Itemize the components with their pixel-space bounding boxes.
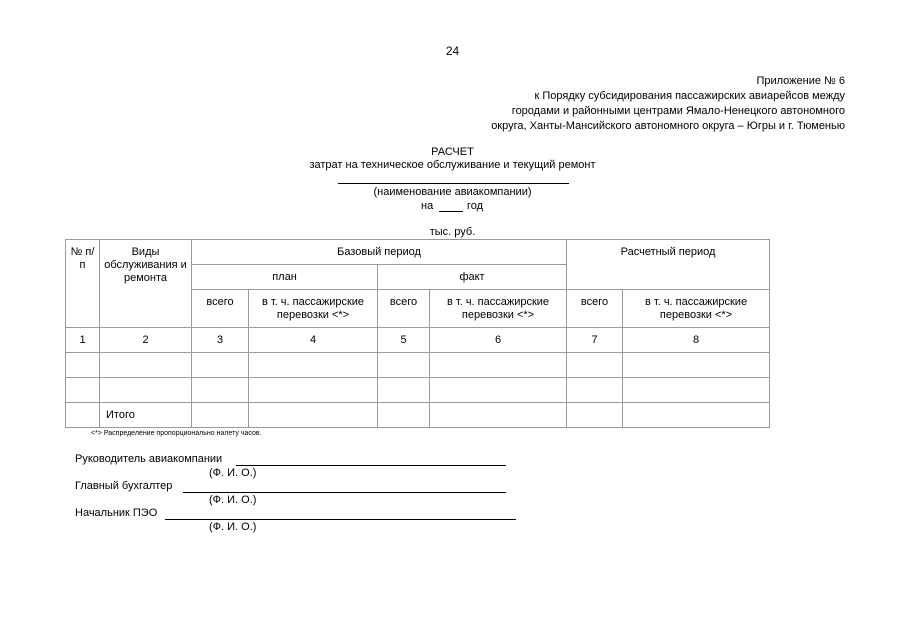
- appendix-text-line: к Порядку субсидирования пассажирских авиарейсов между: [534, 90, 845, 102]
- header-col-number: № п/п: [66, 240, 100, 328]
- header-plan-total: всего: [192, 290, 249, 328]
- table-cell: [378, 403, 430, 428]
- signature-head-line: [236, 465, 506, 466]
- airline-name-line: [338, 183, 569, 184]
- column-number: 1: [66, 328, 100, 353]
- signature-peo-line: [165, 519, 516, 520]
- header-fact: факт: [378, 265, 567, 290]
- signature-head-label: Руководитель авиакомпании: [75, 453, 223, 465]
- table-cell: [192, 353, 249, 378]
- table-cell: [567, 353, 623, 378]
- table-cell: [249, 403, 378, 428]
- table-row: [66, 353, 770, 378]
- header-base-period: Базовый период: [192, 240, 567, 265]
- appendix-header: [491, 74, 845, 134]
- column-number: 5: [378, 328, 430, 353]
- year-blank-line: [439, 211, 463, 212]
- airline-caption: (наименование авиакомпании): [373, 186, 532, 198]
- column-number: 3: [192, 328, 249, 353]
- table-cell: [192, 403, 249, 428]
- table-cell: [623, 353, 770, 378]
- table-cell: [430, 353, 567, 378]
- signature-accountant-fio: (Ф. И. О.): [209, 494, 257, 506]
- header-col-service-type: Виды обслуживания и ремонта: [100, 240, 192, 328]
- table-cell: [430, 403, 567, 428]
- header-plan: план: [192, 265, 378, 290]
- table-row: [66, 378, 770, 403]
- column-number: 6: [430, 328, 567, 353]
- header-fact-total: всего: [378, 290, 430, 328]
- appendix-text-line: округа, Ханты-Мансийского автономного округа – Югры и г. Тюменью: [491, 120, 845, 132]
- signature-peo-label: Начальник ПЭО: [75, 507, 158, 519]
- header-calc-total: всего: [567, 290, 623, 328]
- footnote: <*> Распределение пропорционально налету часов.: [91, 430, 262, 437]
- column-number: 7: [567, 328, 623, 353]
- appendix-text-line: городами и районными центрами Ямало-Ненецкого автономного: [511, 105, 845, 117]
- total-row-label: Итого: [100, 403, 192, 428]
- table-cell: [66, 353, 100, 378]
- table-cell: [192, 378, 249, 403]
- table-cell: [567, 403, 623, 428]
- table-cell: [66, 378, 100, 403]
- table-cell: [623, 403, 770, 428]
- table-cell: [249, 378, 378, 403]
- header-fact-passenger: в т. ч. пассажирские перевозки <*>: [430, 290, 567, 328]
- table-cell: [378, 378, 430, 403]
- appendix-title: Приложение № 6: [756, 75, 845, 87]
- doc-title: РАСЧЕТ: [431, 146, 474, 158]
- cost-table: [65, 239, 770, 428]
- table-cell: [567, 378, 623, 403]
- table-cell: [623, 378, 770, 403]
- table-cell: [66, 403, 100, 428]
- header-calc-passenger: в т. ч. пассажирские перевозки <*>: [623, 290, 770, 328]
- column-number-row: [66, 328, 770, 353]
- total-row: [66, 403, 770, 428]
- signature-accountant-line: [183, 492, 506, 493]
- column-number: 4: [249, 328, 378, 353]
- page-number: 24: [445, 44, 460, 58]
- doc-subtitle: затрат на техническое обслуживание и текущий ремонт: [309, 159, 596, 171]
- year-prefix: на: [421, 200, 434, 212]
- table-cell: [378, 353, 430, 378]
- header-calc-period: Расчетный период: [567, 240, 770, 290]
- column-number: 8: [623, 328, 770, 353]
- table-cell: [100, 353, 192, 378]
- table-cell: [100, 378, 192, 403]
- signature-peo-fio: (Ф. И. О.): [209, 521, 257, 533]
- header-plan-passenger: в т. ч. пассажирские перевозки <*>: [249, 290, 378, 328]
- year-suffix: год: [467, 200, 484, 212]
- table-cell: [430, 378, 567, 403]
- units-label: тыс. руб.: [429, 226, 476, 238]
- signature-accountant-label: Главный бухгалтер: [75, 480, 173, 492]
- signature-head-fio: (Ф. И. О.): [209, 467, 257, 479]
- table-cell: [249, 353, 378, 378]
- column-number: 2: [100, 328, 192, 353]
